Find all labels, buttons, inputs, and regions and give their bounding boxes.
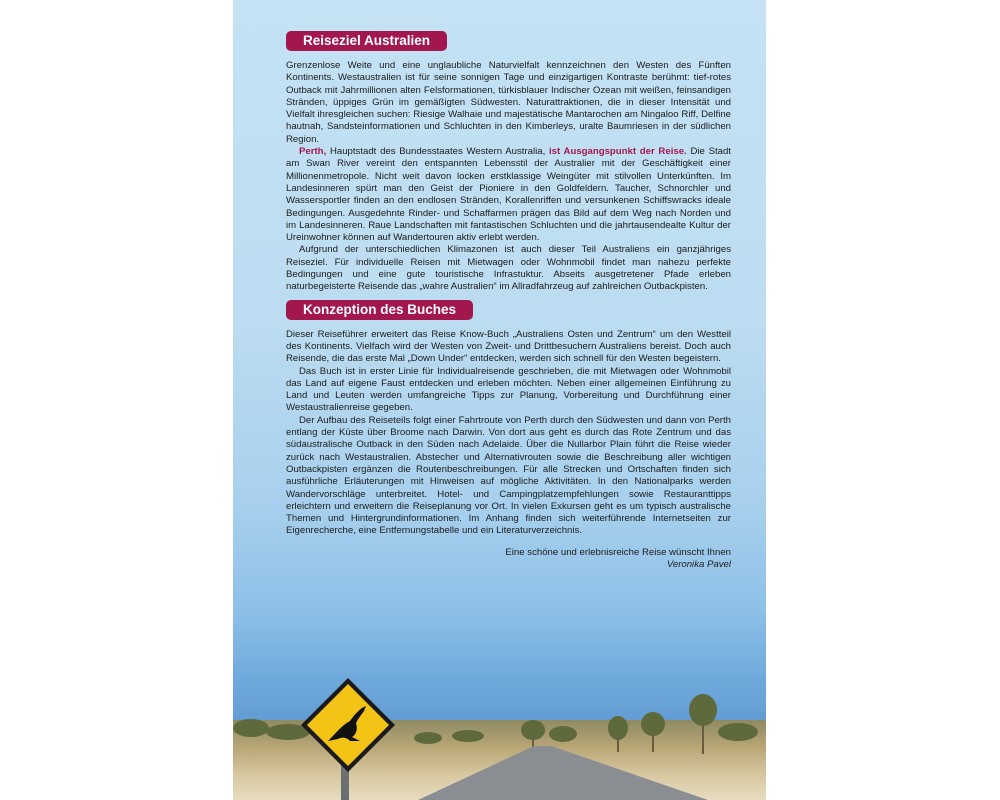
section-heading-konzeption: Konzeption des Buches	[286, 300, 473, 320]
highlight-text: ist Ausgangspunkt der Reise.	[548, 146, 687, 158]
page-content	[286, 31, 731, 571]
book-page	[233, 0, 766, 800]
paragraph: Dieser Reiseführer erweitert das Reise Know-Buch „Australiens Osten und Zentrum“ um den Westteil des Kontinents. Vielfach wird der Westen von Zweit- und Drittbesuchern Australiens bereist. Doch auch Reisende, die das erste Mal „Down Under“ entdecken, werden sich schnell für den Westen begeistern.	[286, 328, 731, 365]
section-heading-reiseziel: Reiseziel Australien	[286, 31, 447, 51]
closing-wish: Eine schöne und erlebnisreiche Reise wünscht Ihnen	[505, 546, 731, 558]
text-span: Die Stadt am Swan River vereint den entspannten Lebensstil der Australier mit der Geschäftigkeit einer Millionenmetropole. Nicht weit davon locken erstklassige Weingüter mit stilvollen Unterkünften. Im Landesinneren spürt man den Geist der Pioniere in den Goldfeldern. Taucher, Schnorchler und Wassersportler finden an den endlosen Stränden, Korallenriffen und versunkenen Schiffswracks ideale Bedingungen. Ausgedehnte Rinder- und Schaffarmen prägen das Bild auf dem Weg nach Norden und im Landesinneren. Raue Landschaften mit fantastischen Schluchten und die jahrtausendealte Kultur der Ureinwohner können auf Wandertouren aktiv erlebt werden.	[286, 146, 731, 244]
author-name: Veronika Pavel	[666, 558, 731, 570]
text-span: Hauptstadt des Bundesstaates Western Australia,	[326, 146, 549, 158]
paragraph	[286, 146, 731, 244]
kangaroo-warning-sign-icon	[298, 675, 398, 775]
paragraph: Grenzenlose Weite und eine unglaubliche Naturvielfalt kennzeichnen den Westen des Fünften Kontinents. Westaustralien ist für seine sonnigen Tage und einzigartigen Kontraste berühmt: tief-rotes Outback mit Jahrmillionen alten Felsformationen, türkisblauer Indischer Ozean mit weißen, feinsandigen Stränden, üppiges Grün im gemäßigten Südwesten. Naturattraktionen, die in dieser Intensität und Vielfalt ihresgleichen suchen: Riesige Walhaie und majestätische Mantarochen am Ningaloo Riff, Delfine hautnah, Sandsteinformationen und Schluchten in den Kimberleys, uralte Baumriesen in der südlichen Region.	[286, 60, 731, 145]
highlight-text: Perth,	[299, 146, 327, 158]
paragraph: Der Aufbau des Reiseteils folgt einer Fahrtroute von Perth durch den Südwesten und dann von Perth entlang der Küste über Broome nach Darwin. Von dort aus geht es durch das Rote Zentrum und das südaustralische Outback in den Süden nach Adelaide. Über die Nullarbor Plain führt die Reise wieder zurück nach Westaustralien. Abstecher und Alternativrouten sowie die Beschreibung aller wichtigen Outbackpisten ergänzen die Routenbeschreibungen. Für alle Strecken und Ortschaften finden sich ausführliche Erläuterungen mit Hinweisen auf mögliche Aktivitäten. In den Nationalparks werden Wandervorschläge unterbreitet. Hotel- und Campingplatzempfehlungen sowie Restauranttipps erleichtern und erweitern die Reiseplanung vor Ort. In vielen Exkursen geht es um typisch australische Themen und Hintergrundinformationen. Im Anhang finden sich weiterführende Internetseiten zur Eigenrecherche, eine Entfernungstabelle und ein Literaturverzeichnis.	[286, 414, 731, 537]
paragraph: Aufgrund der unterschiedlichen Klimazonen ist auch dieser Teil Australiens ein ganzjähriges Reiseziel. Für individuelle Reisen mit Mietwagen oder Wohnmobil findet man nahezu perfekte Bedingungen und eine gute touristische Infrastuktur. Abseits ausgetretener Pfade erleben naturbegeisterte Reisende das „wahre Australien“ im Allradfahrzeug auf zahlreichen Outbackpisten.	[286, 244, 731, 293]
paragraph: Das Buch ist in erster Linie für Individualreisende geschrieben, die mit Mietwagen oder Wohnmobil das Land auf eigene Faust entdecken und erleben möchten. Neben einer allgemeinen Einführung zu Land und Leuten werden umfangreiche Tipps zur Planung, Vorbereitung und Durchführung einer Westaustralienreise gegeben.	[286, 365, 731, 414]
